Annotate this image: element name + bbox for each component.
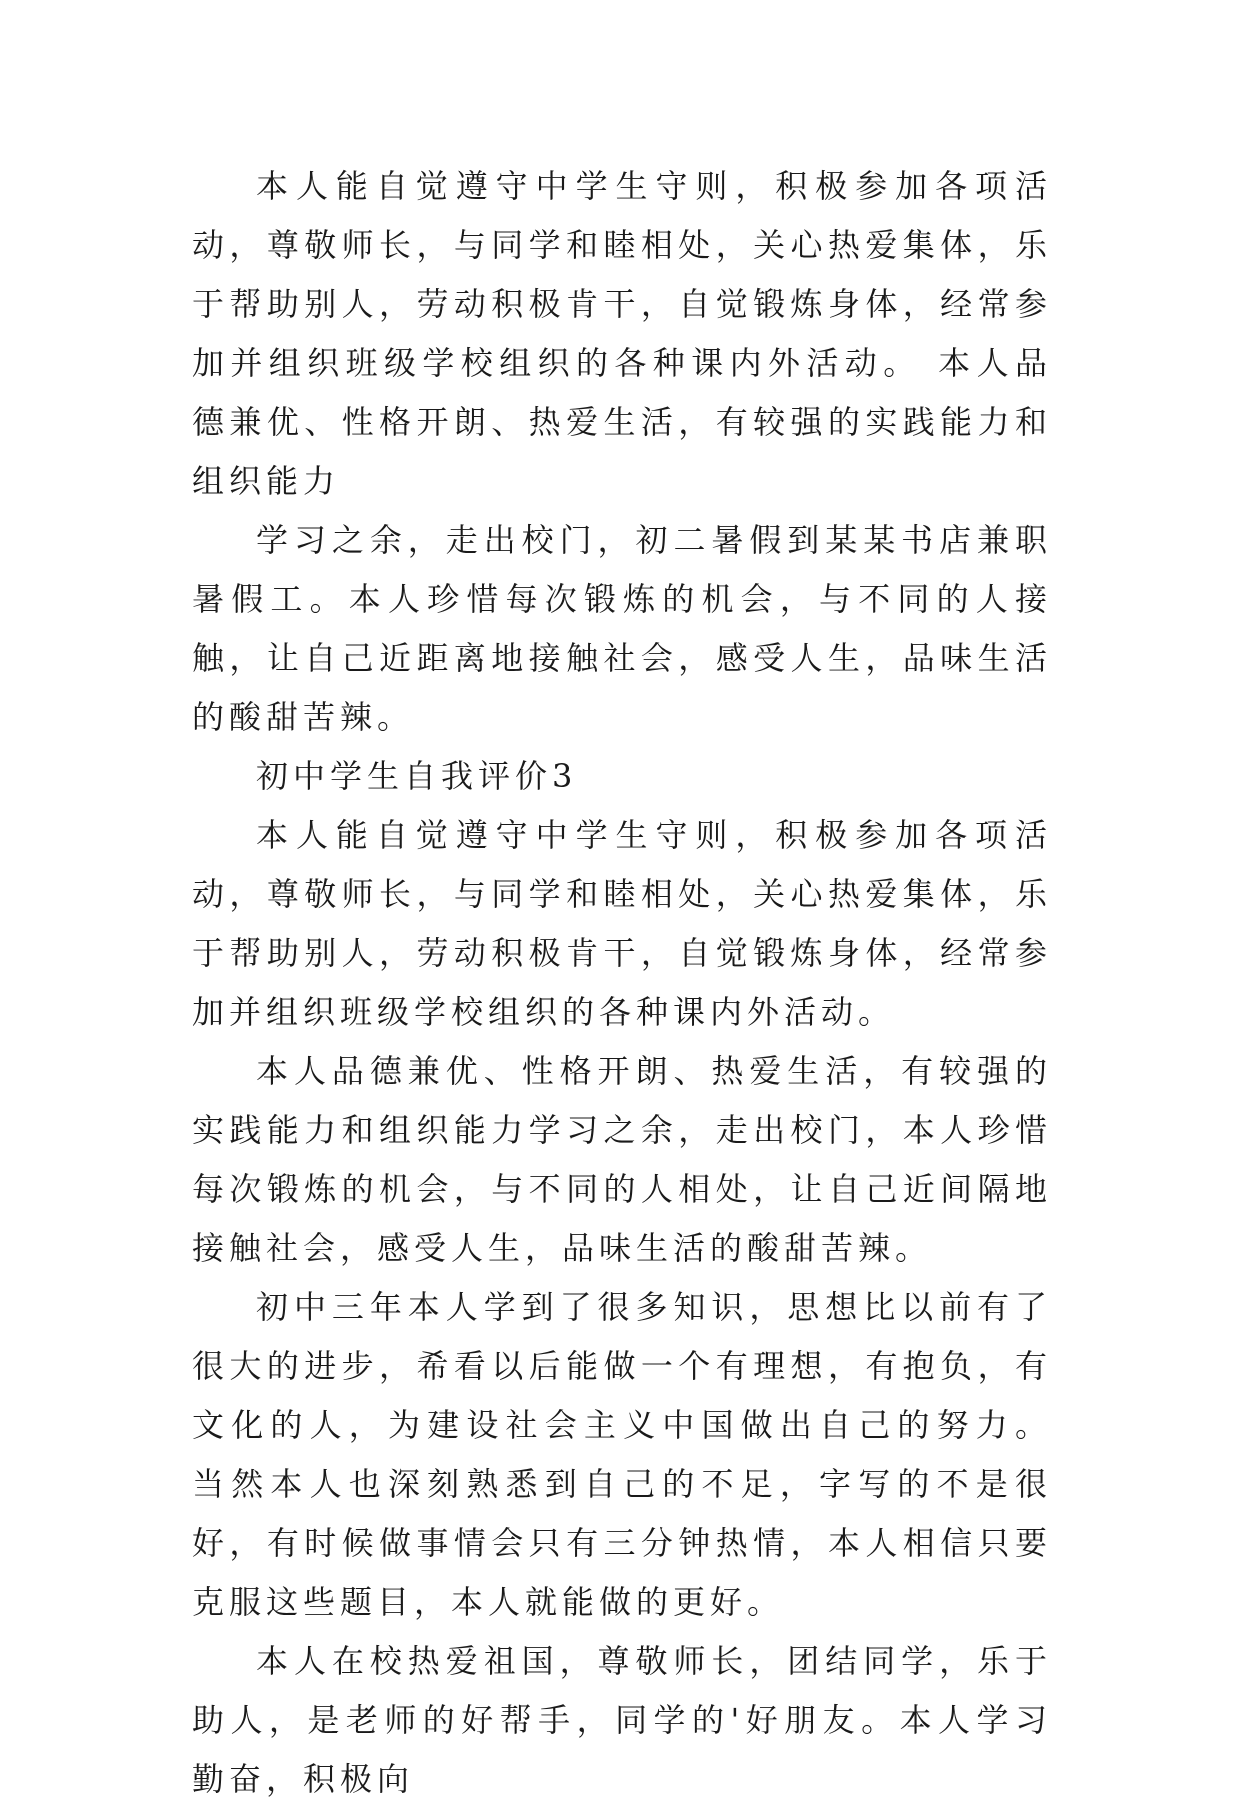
- paragraph: 本人能自觉遵守中学生守则，积极参加各项活动，尊敬师长，与同学和睦相处，关心热爱集体，乐于帮助别人，劳动积极肯干，自觉锻炼身体，经常参加并组织班级学校组织的各种课内外活动。: [192, 816, 1052, 1031]
- paragraph: 初中三年本人学到了很多知识，思想比以前有了很大的进步，希看以后能做一个有理想，有抱负，有文化的人，为建设社会主义中国做出自己的努力。 当然本人也深刻熟悉到自己的不足，字写的不是很好，有时候做事情会只有三分钟热情，本人相信只要克服这些题目，本人就能做的更好。: [192, 1288, 1052, 1621]
- section-heading: 初中学生自我评价3: [256, 757, 578, 795]
- document-body: [192, 157, 1052, 1809]
- paragraph: 本人品德兼优、性格开朗、热爱生活，有较强的实践能力和组织能力学习之余，走出校门，本人珍惜每次锻炼的机会，与不同的人相处，让自己近间隔地接触社会，感受人生，品味生活的酸甜苦辣。: [192, 1052, 1052, 1267]
- paragraph: 学习之余，走出校门，初二暑假到某某书店兼职暑假工。本人珍惜每次锻炼的机会，与不同的人接触，让自己近距离地接触社会，感受人生，品味生活的酸甜苦辣。: [192, 521, 1052, 736]
- paragraph: 本人能自觉遵守中学生守则，积极参加各项活动，尊敬师长，与同学和睦相处，关心热爱集体，乐于帮助别人，劳动积极肯干，自觉锻炼身体，经常参加并组织班级学校组织的各种课内外活动。 本人品德兼优、性格开朗、热爱生活，有较强的实践能力和组织能力: [192, 167, 1052, 500]
- paragraph: 本人在校热爱祖国，尊敬师长，团结同学，乐于助人，是老师的好帮手，同学的'好朋友。本人学习勤奋，积极向: [192, 1642, 1052, 1798]
